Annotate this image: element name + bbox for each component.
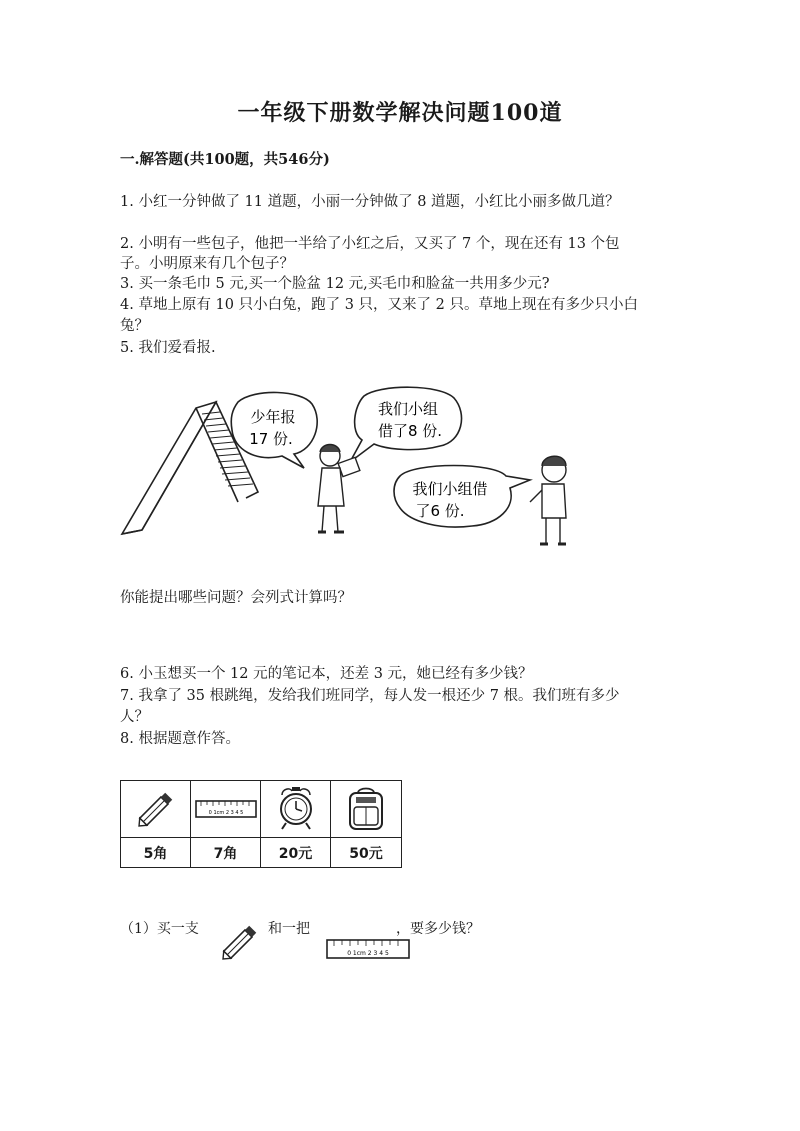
sub-question-part-3: ，要多少钱？ bbox=[396, 921, 480, 937]
ruler-marks: 0 1cm 2 3 4 5 bbox=[208, 810, 243, 816]
speech-bubble-2 bbox=[350, 387, 462, 462]
girl-figure-icon bbox=[318, 445, 360, 533]
page-title: 一年级下册数学解决问题100道 bbox=[237, 100, 563, 126]
pencil-price: 5角 bbox=[121, 838, 191, 867]
ruler-icon bbox=[326, 938, 410, 960]
question-1: 1. 小红一分钟做了 11 道题，小丽一分钟做了 8 道题，小红比小丽多做几道？ bbox=[120, 194, 620, 210]
pencil-icon bbox=[216, 918, 264, 966]
question-6: 6. 小玉想买一个 12 元的笔记本，还差 3 元，她已经有多少钱？ bbox=[120, 666, 533, 682]
bubble-1-line-2: 17 份. bbox=[249, 430, 293, 448]
question-2-line-2: 子。小明原来有几个包子？ bbox=[120, 256, 294, 272]
question-8: 8. 根据题意作答。 bbox=[120, 731, 240, 747]
clock-cell bbox=[261, 781, 331, 838]
question-4-line-2: 兔？ bbox=[120, 318, 149, 334]
question-5-prompt: 你能提出哪些问题？会列式计算吗？ bbox=[120, 590, 352, 606]
question-3: 3. 买一条毛巾 5 元,买一个脸盆 12 元,买毛巾和脸盆一共用多少元? bbox=[120, 276, 550, 292]
sub-question-part-1: （1）买一支 bbox=[120, 921, 199, 937]
question-4-line-1: 4. 草地上原有 10 只小白兔，跑了 3 只，又来了 2 只。草地上现在有多少只小白 bbox=[120, 297, 638, 313]
ruler-marks: 0 1cm 2 3 4 5 bbox=[347, 950, 389, 957]
speech-bubble-1 bbox=[231, 392, 317, 468]
question-7-line-2: 人？ bbox=[120, 709, 149, 725]
pencil-icon bbox=[132, 787, 180, 831]
backpack-icon bbox=[344, 785, 388, 833]
section-heading: 一.解答题(共100题，共546分) bbox=[120, 151, 330, 168]
backpack-cell bbox=[331, 781, 401, 838]
ruler-cell bbox=[191, 781, 261, 838]
bubble-3-line-1: 我们小组借 bbox=[412, 480, 488, 498]
bubble-1-line-1: 少年报 bbox=[250, 408, 296, 426]
clock-price: 20元 bbox=[261, 838, 331, 867]
sub-question-part-2: 和一把 bbox=[268, 921, 310, 937]
price-table bbox=[120, 780, 402, 868]
ruler-icon bbox=[195, 799, 257, 819]
alarm-clock-icon bbox=[274, 785, 318, 833]
pencil-cell bbox=[121, 781, 191, 838]
speech-bubble-3 bbox=[394, 466, 530, 528]
question-5: 5. 我们爱看报. bbox=[120, 340, 216, 356]
newspaper-illustration bbox=[118, 384, 568, 550]
bubble-2-line-2: 借了8 份. bbox=[377, 422, 443, 440]
backpack-price: 50元 bbox=[349, 845, 383, 862]
bubble-3-line-2: 了6 份. bbox=[415, 502, 465, 520]
bubble-2-line-1: 我们小组 bbox=[377, 400, 439, 418]
boy-figure-icon bbox=[530, 456, 566, 544]
question-7-line-1: 7. 我拿了 35 根跳绳，发给我们班同学，每人发一根还少 7 根。我们班有多少 bbox=[120, 688, 620, 704]
ruler-price: 7角 bbox=[191, 838, 261, 867]
question-2-line-1: 2. 小明有一些包子，他把一半给了小红之后，又买了 7 个，现在还有 13 个包 bbox=[120, 236, 620, 252]
